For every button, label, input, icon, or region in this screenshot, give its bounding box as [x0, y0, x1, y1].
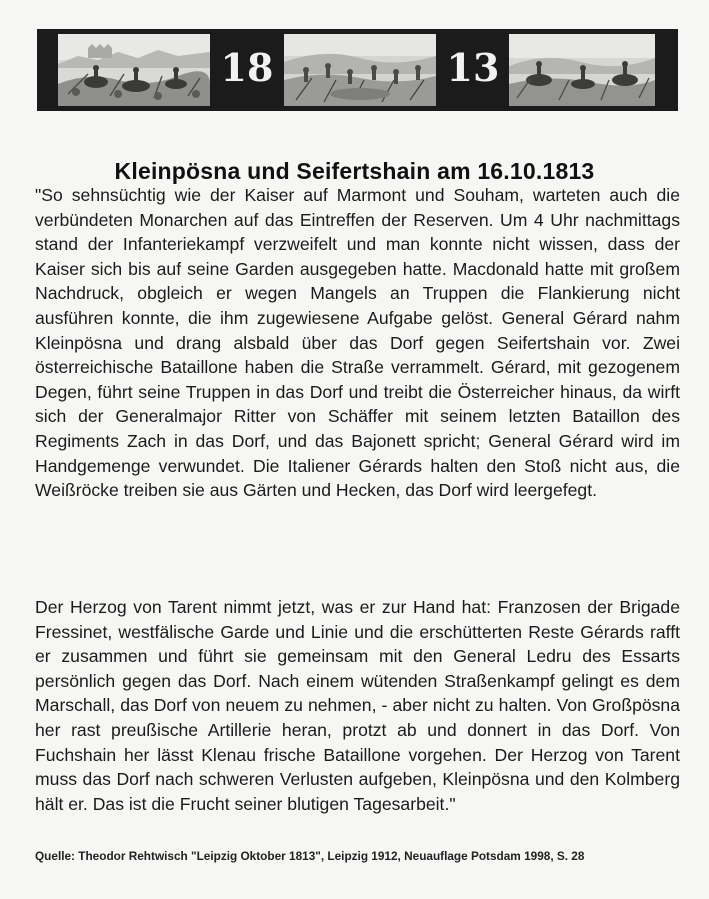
page-title: Kleinpösna und Seifertshain am 16.10.1813 [114, 158, 595, 184]
paragraph-1: "So sehnsüchtig wie der Kaiser auf Marmont und Souham, warteten auch die verbündeten Monarchen auf das Eintreffen der Reserven. Um 4 Uhr nachmittags stand der Infanteriekampf verzweifelt und man konnte nicht wissen, dass der Kaiser sich bis auf seine Garden ausgegeben hatte. Macdonald hatte mit großem Nachdruck, obgleich er wegen Mangels an Truppen die Flankierung nicht ausführen konnte, die ihm zugewiesene Aufgabe gelöst. General Gérard nahm Kleinpösna und drang alsbald über das Dorf gegen Seifertshain vor. Zwei österreichische Bataillone haben die Straße verrammelt. Gérard, mit gezogenem Degen, führt seine Truppen in das Dorf und treibt die Österreicher hinaus, da wirft sich der Generalmajor Ritter von Schäffer mit seinem letzten Bataillon des Regiments Zach in das Dorf, und das Bajonett spricht; General Gérard wird im Handgemenge verwundet. Die Italiener Gérards halten den Stoß nicht aus, die Weißröcke treiben sie aus Gärten und Hecken, das Dorf wird leergefegt. [35, 185, 680, 501]
year-left: 18 [220, 45, 274, 90]
paragraph-2: Der Herzog von Tarent nimmt jetzt, was er zur Hand hat: Franzosen der Brigade Fressinet, westfälische Garde und Linie und die erschütterten Reste Gérards rafft er zusammen und führt sie gemeinsam mit den General Ledru des Essarts persönlich gegen das Dorf. Nach einem wütenden Straßenkampf gelingt es dem Marschall, das Dorf von neuem zu nehmen, - aber nicht zu halten. Von Großpösna her rast preußische Artillerie heran, protzt ab und donnert in das Dorf. Von Fuchshain her lässt Klenau frische Bataillone vorgehen. Der Herzog von Tarent muss das Dorf nach schweren Verlusten aufgeben, Kleinpösna und den Kolmberg hält er. Das ist die Frucht seiner blutigen Tagesarbeit." [35, 597, 680, 814]
source-citation: Quelle: Theodor Rehtwisch "Leipzig Oktober 1813", Leipzig 1912, Neuauflage Potsdam 1998, S. 28 [35, 849, 585, 863]
year-right: 13 [446, 45, 500, 90]
header-banner [37, 29, 678, 111]
battle-scene-image-left [58, 34, 210, 106]
battle-scene-image-right [509, 34, 655, 106]
battle-scene-image-center [284, 34, 436, 106]
